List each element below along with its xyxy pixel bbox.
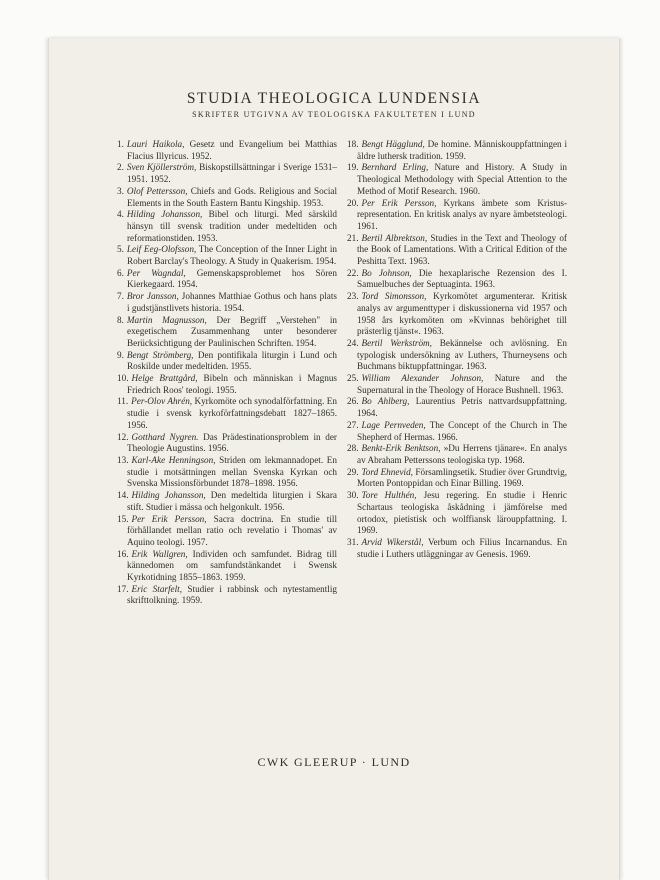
publication-entry [117, 139, 337, 162]
publication-entry [117, 244, 337, 267]
publication-entry [347, 198, 567, 233]
entry-title: The Concept of the Church in The Shepherd of Hermas. 1966. [357, 419, 567, 442]
entry-number: 20. [347, 197, 359, 208]
entry-title: Nature and the Supernatural in the Theology of Horace Bushnell. 1963. [357, 373, 568, 395]
entry-author: Hilding Johansson, [131, 490, 206, 501]
entry-title: The Conception of the Inner Light in Robert Barclay's Theology. A Study in Quakerism. 1954. [127, 244, 337, 267]
entry-author: Helge Brattgård, [131, 373, 198, 384]
series-title: STUDIA THEOLOGICA LUNDENSIA [186, 90, 482, 107]
entry-number: 7. [117, 291, 124, 302]
book-back-cover [48, 38, 620, 880]
entry-title: Bibeln och människan i Magnus Friedrich Roos' teologi. 1955. [127, 373, 338, 395]
publication-entry [117, 350, 337, 373]
entry-title: Kyrkomötet argumenterar. Kritisk analys av argumenttyper i diskussionerna vid 1957 och 1958 års kyrkomöten om »Kvinnas behörighet till prästerlig tjänst«. 1963. [357, 291, 568, 337]
publication-entry [347, 396, 567, 419]
entry-title: Gemenskapsproblemet hos Sören Kierkegaard. 1954. [127, 267, 337, 290]
entry-number: 23. [347, 291, 359, 302]
entry-title: Bekännelse och avlösning. En typologisk undersökning av Luthers, Thurneysens och Buchmans biktuppfattningar. 1963. [357, 337, 567, 372]
publication-entry [347, 139, 567, 162]
entry-title: Jesu regering. En studie i Henric Schartaus teologiska åskådning i jämförelse med ortodox, pietistisk och wolffiansk lärouppfattning. I. 1969. [357, 490, 567, 536]
entry-title: Nature and History. A Study in Theological Methodology with Special Attention to the Method of Motif Research. 1960. [357, 162, 568, 196]
entry-title: Sacra doctrina. En studie till förhållandet mellan ratio och revelatio i Thomas' av Aquino teologi. 1957. [127, 513, 338, 547]
entry-number: 18. [347, 139, 359, 149]
publication-entry [347, 268, 567, 291]
publication-entry [347, 420, 567, 443]
entry-title: Gesetz und Evangelium bei Matthias Flacius Illyricus. 1952. [127, 139, 337, 161]
entry-number: 17. [117, 583, 129, 594]
entry-number: 1. [117, 139, 124, 149]
entry-author: Bengt Strömberg, [126, 349, 194, 360]
entry-number: 10. [117, 373, 129, 384]
publication-entry [117, 584, 337, 607]
entry-number: 25. [347, 373, 359, 384]
entry-number: 6. [117, 267, 124, 278]
entry-number: 2. [117, 162, 124, 173]
entry-author: Bertil Werkström, [361, 337, 432, 348]
entry-title: Biskopstillsättningar i Sverige 1531–1951. 1952. [127, 162, 338, 185]
entry-title: Församlingsetik. Studier över Grundtvig, Morten Pontoppidan och Einar Billing. 1969. [357, 466, 567, 489]
publisher-imprint: CWK GLEERUP · LUND [257, 755, 411, 769]
entry-author: Lauri Haikola, [126, 139, 185, 149]
entry-author: Sven Kjöllerström, [126, 162, 197, 173]
publication-entry [347, 373, 567, 396]
publication-entry [117, 291, 337, 314]
entry-number: 28. [347, 443, 359, 454]
entry-number: 24. [347, 337, 359, 348]
entry-number: 15. [117, 513, 129, 524]
entry-title: De homine. Människouppfattningen i äldre luthersk tradition. 1959. [357, 139, 567, 161]
publication-entry [347, 338, 567, 373]
entry-title: Johannes Matthiae Gothus och hans plats i gudstjänstlivets historia. 1954. [127, 291, 338, 313]
entry-number: 14. [117, 490, 129, 501]
entry-author: Tord Simonsson, [361, 291, 427, 302]
publication-entry [117, 514, 337, 549]
entry-author: Leif Eeg-Olofsson, [126, 244, 197, 255]
entry-author: Bernhard Erling, [361, 162, 429, 173]
publication-entry [347, 291, 567, 338]
entry-number: 26. [347, 396, 359, 407]
entry-author: Hilding Johansson, [126, 209, 203, 220]
publication-list-right [347, 139, 567, 560]
entry-number: 21. [347, 232, 359, 243]
entry-author: Erik Wallgren, [131, 548, 188, 559]
entry-author: Per Erik Persson, [361, 197, 437, 208]
entry-author: Bror Jansson, [126, 291, 179, 302]
entry-title: Individen och samfundet. Bidrag till kännedomen om samfundstänkandet i Swensk Kyrkotidning 1855–1863. 1959. [127, 548, 338, 583]
entry-author: Tord Ehnevid, [361, 466, 413, 477]
entry-author: Martin Magnusson, [126, 314, 207, 325]
entry-number: 29. [347, 466, 359, 477]
entry-title: Den pontifikala liturgin i Lund och Roskilde under medeltiden. 1955. [127, 349, 337, 372]
entry-author: Bertil Albrektson, [361, 232, 428, 243]
entry-title: »Du Herrens tjänare«. En analys av Abraham Petterssons teologiska typ. 1968. [357, 443, 568, 465]
entry-number: 5. [117, 244, 124, 255]
entry-title: Den medeltida liturgien i Skara stift. Studier i mässa och helgonkult. 1956. [127, 490, 337, 512]
entry-author: Per-Olov Ahrén, [131, 396, 193, 407]
entry-author: Tore Hulthén, [361, 490, 417, 501]
entry-number: 19. [347, 162, 359, 173]
entry-number: 11. [117, 396, 129, 407]
entry-author: Olof Pettersson, [126, 185, 188, 196]
entry-number: 4. [117, 209, 124, 220]
entry-number: 16. [117, 548, 129, 559]
entry-number: 12. [117, 431, 129, 442]
publication-entry [117, 455, 337, 490]
entry-author: Arvid Wikerstål, [361, 536, 424, 547]
entry-title: Studier i rabbinsk och nytestamentlig skrifttolkning. 1959. [127, 583, 337, 606]
series-subtitle: SKRIFTER UTGIVNA AV TEOLOGISKA FAKULTETEN I LUND [192, 110, 476, 119]
publication-entry [117, 396, 337, 431]
entry-author: Bengt Hägglund, [361, 139, 425, 149]
entry-number: 27. [347, 419, 359, 430]
entry-number: 30. [347, 490, 359, 501]
entry-author: Bo Johnson, [361, 267, 412, 278]
publication-entry [117, 315, 337, 350]
entry-author: William Alexander Johnson, [361, 373, 484, 384]
publication-entry [117, 268, 337, 291]
entry-author: Benkt-Erik Benktson, [361, 443, 441, 454]
entry-author: Lage Pernveden, [361, 419, 426, 430]
entry-author: Eric Starfelt, [131, 583, 183, 594]
entry-author: Per Wagndal, [126, 267, 186, 278]
entry-title: Chiefs and Gods. Religious and Social Elements in the South Eastern Bantu Kingship. 1953. [127, 185, 337, 208]
entry-title: Kyrkans ämbete som Kristus-representation. En kritisk analys av nyare ämbetsteologi. 1961. [357, 197, 568, 231]
publication-entry [117, 373, 337, 396]
entry-number: 22. [347, 267, 359, 278]
publication-entry [117, 209, 337, 244]
entry-title: Kyrkomöte och synodalförfattning. En studie i svensk kyrkoförfattningsdebatt 1827–1865. 1956. [127, 396, 337, 430]
entry-number: 3. [117, 185, 124, 196]
entry-title: Die hexaplarische Rezension des I. Samuelbuches der Septuaginta. 1963. [357, 267, 567, 290]
entry-author: Gotthard Nygren. [131, 431, 199, 442]
entry-title: Striden om lekmannadopet. En studie i motsättningen mellan Svenska Kyrkan och Svenska Missionsförbundet 1878–1898. 1956. [127, 454, 337, 489]
entry-number: 9. [117, 349, 124, 360]
entry-title: Laurentius Petris nattvardsuppfattning. 1964. [357, 396, 567, 419]
publication-entry [117, 162, 337, 185]
entry-title: Studies in the Text and Theology of the Book of Lamentations. With a Critical Edition of the Peshitta Text. 1963. [357, 232, 567, 267]
publication-entry [117, 549, 337, 584]
entry-number: 31. [347, 536, 359, 547]
publication-entry [347, 467, 567, 490]
entry-number: 13. [117, 454, 129, 465]
entry-author: Karl-Ake Henningson, [131, 454, 216, 465]
publication-entry [347, 490, 567, 537]
entry-author: Bo Ahlberg, [361, 396, 410, 407]
entry-number: 8. [117, 314, 124, 325]
entry-title: Verbum och Filius Incarnandus. En studie i Luthers utläggningar av Genesis. 1969. [357, 536, 567, 559]
entry-title: Der Begriff „Verstehen" in exegetischem Zusammenhang unter besonderer Berücksichtigung der Paulinischen Schriften. 1954. [127, 314, 337, 348]
publication-entry [347, 537, 567, 560]
publication-list-left [117, 139, 337, 607]
entry-title: Das Prädestinationsproblem in der Theologie Augustins. 1956. [127, 431, 337, 454]
entry-author: Per Erik Persson, [131, 513, 207, 524]
publication-entry [347, 443, 567, 466]
publication-entry [117, 490, 337, 513]
series-header [49, 90, 619, 119]
publication-entry [117, 186, 337, 209]
publication-entry [347, 162, 567, 197]
publication-entry [117, 432, 337, 455]
entry-title: Bibel och liturgi. Med särskild hänsyn till svensk tradition under medeltiden och reformationstiden. 1953. [127, 209, 338, 243]
publication-entry [347, 233, 567, 268]
